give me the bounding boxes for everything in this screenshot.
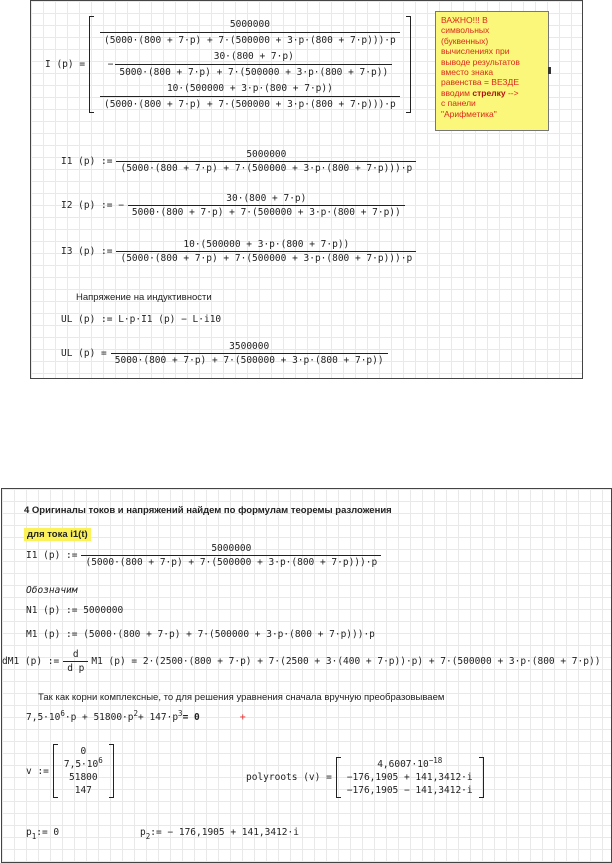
I3-num: 10·(500000 + 3·p·(800 + 7·p)) <box>183 239 350 250</box>
note-line: равенства = ВЕЗДЕ <box>441 77 519 88</box>
I-vector <box>89 16 411 113</box>
p1-definition[interactable]: p 1 := 0 <box>26 827 60 841</box>
root-entry: $4,6007\cdot 10^{-18}$ <box>377 756 443 770</box>
I-row2-num: 30·(800 + 7·p) <box>213 51 294 62</box>
derivative-d: d <box>72 649 79 660</box>
I1-lhs: I1 (p) := <box>61 156 113 167</box>
note-line: выводе результатов <box>441 56 520 67</box>
UL-den: 5000·(800 + 7·p) + 7·(500000 + 3·p·(800 + 7·p)) <box>111 353 388 366</box>
M1-definition[interactable]: M1 (p) := (5000·(800 + 7·p) + 7·(500000 + 3·p·(800 + 7·p)))·p <box>26 629 375 640</box>
I-row1-num: 5000000 <box>229 19 270 30</box>
characteristic-equation[interactable] <box>26 709 246 723</box>
I1-lhs: I1 (p) := <box>26 550 78 561</box>
UL-num: 3500000 <box>229 341 270 352</box>
I-row2-sign: − <box>107 59 114 70</box>
root-entry: −176,1905 + 141,3412·i <box>346 772 473 783</box>
eq-exp: 6 <box>60 709 65 718</box>
I1-definition-2[interactable] <box>26 543 381 568</box>
dM1-definition[interactable] <box>2 649 600 674</box>
v-vector <box>53 744 114 798</box>
UL-result[interactable] <box>61 341 388 366</box>
note-line: (буквенных) <box>441 35 489 46</box>
polyroots-result[interactable] <box>246 757 484 798</box>
I1-den: (5000·(800 + 7·p) + 7·(500000 + 3·p·(800 + 7·p)))·p <box>81 555 381 568</box>
note-line: вычислениях при <box>441 46 510 57</box>
important-note[interactable] <box>435 11 549 131</box>
I3-den: (5000·(800 + 7·p) + 7·(500000 + 3·p·(800 + 7·p)))·p <box>116 251 416 264</box>
UL-definition[interactable]: UL (p) := L·p·I1 (p) − L·i10 <box>61 314 222 325</box>
eq-term: 7,5·10 <box>26 712 61 723</box>
I1-num: 5000000 <box>246 149 287 160</box>
eq-exp: 2 <box>133 709 138 718</box>
I2-lhs: I2 (p) := − <box>61 200 124 211</box>
I1-den: (5000·(800 + 7·p) + 7·(500000 + 3·p·(800 + 7·p)))·p <box>116 161 416 174</box>
note-line: "Арифметика" <box>441 108 497 119</box>
eq-term: ·p + 51800·p <box>64 712 134 723</box>
derivative-dp: d p <box>63 661 88 674</box>
denote-label: Обозначим <box>26 585 78 596</box>
complex-roots-text: Так как корни комплексные, то для решения уравнения сначала вручную преобразовываем <box>38 692 445 703</box>
dM1-rhs: M1 (p) = 2·(2500·(800 + 7·p) + 7·(2500 + 3·(400 + 7·p))·p) + 7·(500000 + 3·p·(800 + 7·p)) <box>91 656 601 667</box>
I-row3-num: 10·(500000 + 3·p·(800 + 7·p)) <box>166 83 333 94</box>
highlighted-subheading: для тока i1(t) <box>24 528 91 541</box>
note-line: вводим стрелку --> <box>441 87 519 98</box>
polyroots-lhs: polyroots (v) = <box>246 772 332 783</box>
crosshair-plus[interactable]: + <box>239 712 246 723</box>
I3-lhs: I3 (p) := <box>61 246 113 257</box>
eq-term: = 0 <box>182 712 200 723</box>
v-definition[interactable] <box>26 744 114 798</box>
UL-lhs: UL (p) = <box>61 348 107 359</box>
v-lhs: v := <box>26 765 49 777</box>
v-entry: 147 <box>74 785 92 796</box>
N1-definition[interactable]: N1 (p) := 5000000 <box>26 605 124 616</box>
resize-handle[interactable] <box>548 67 551 74</box>
p2-definition[interactable]: p 2 := − 176,1905 + 141,3412·i <box>140 827 299 841</box>
v-entry: 51800 <box>69 772 98 783</box>
I2-den: 5000·(800 + 7·p) + 7·(500000 + 3·p·(800 + 7·p)) <box>128 205 405 218</box>
mathcad-worksheet-top <box>30 0 583 379</box>
section-heading: 4 Оригиналы токов и напряжений найдем по формулам теоремы разложения <box>24 505 392 516</box>
I-row1-den: (5000·(800 + 7·p) + 7·(500000 + 3·p·(800 + 7·p)))·p <box>100 32 400 47</box>
inductor-voltage-label: Напряжение на индуктивности <box>76 292 212 303</box>
eq-term: + 147·p <box>138 712 179 723</box>
dM1-lhs: dM1 (p) := <box>2 656 60 667</box>
note-line: вместо знака <box>441 67 494 78</box>
I-row2-den: 5000·(800 + 7·p) + 7·(500000 + 3·p·(800 + 7·p)) <box>115 64 392 79</box>
v-entry: $7,5\cdot 10^6$ <box>63 756 103 770</box>
I-lhs: I (p) = <box>45 59 86 70</box>
note-line: ВАЖНО!!! В <box>441 15 488 25</box>
eq-exp: 3 <box>178 709 183 718</box>
note-line: символьных <box>441 25 490 36</box>
mathcad-worksheet-bottom <box>1 488 612 863</box>
I2-num: 30·(800 + 7·p) <box>226 193 307 204</box>
I3-definition[interactable] <box>61 239 416 264</box>
I1-num: 5000000 <box>211 543 252 554</box>
I2-definition[interactable] <box>61 193 405 218</box>
I1-definition[interactable] <box>61 149 416 174</box>
v-entry: 0 <box>80 746 87 757</box>
roots-vector <box>336 757 484 798</box>
note-line: с панели <box>441 98 476 109</box>
root-entry: −176,1905 − 141,3412·i <box>346 785 473 796</box>
I-vector-expression[interactable] <box>45 16 411 113</box>
I-row3-den: (5000·(800 + 7·p) + 7·(500000 + 3·p·(800 + 7·p)))·p <box>100 96 400 111</box>
